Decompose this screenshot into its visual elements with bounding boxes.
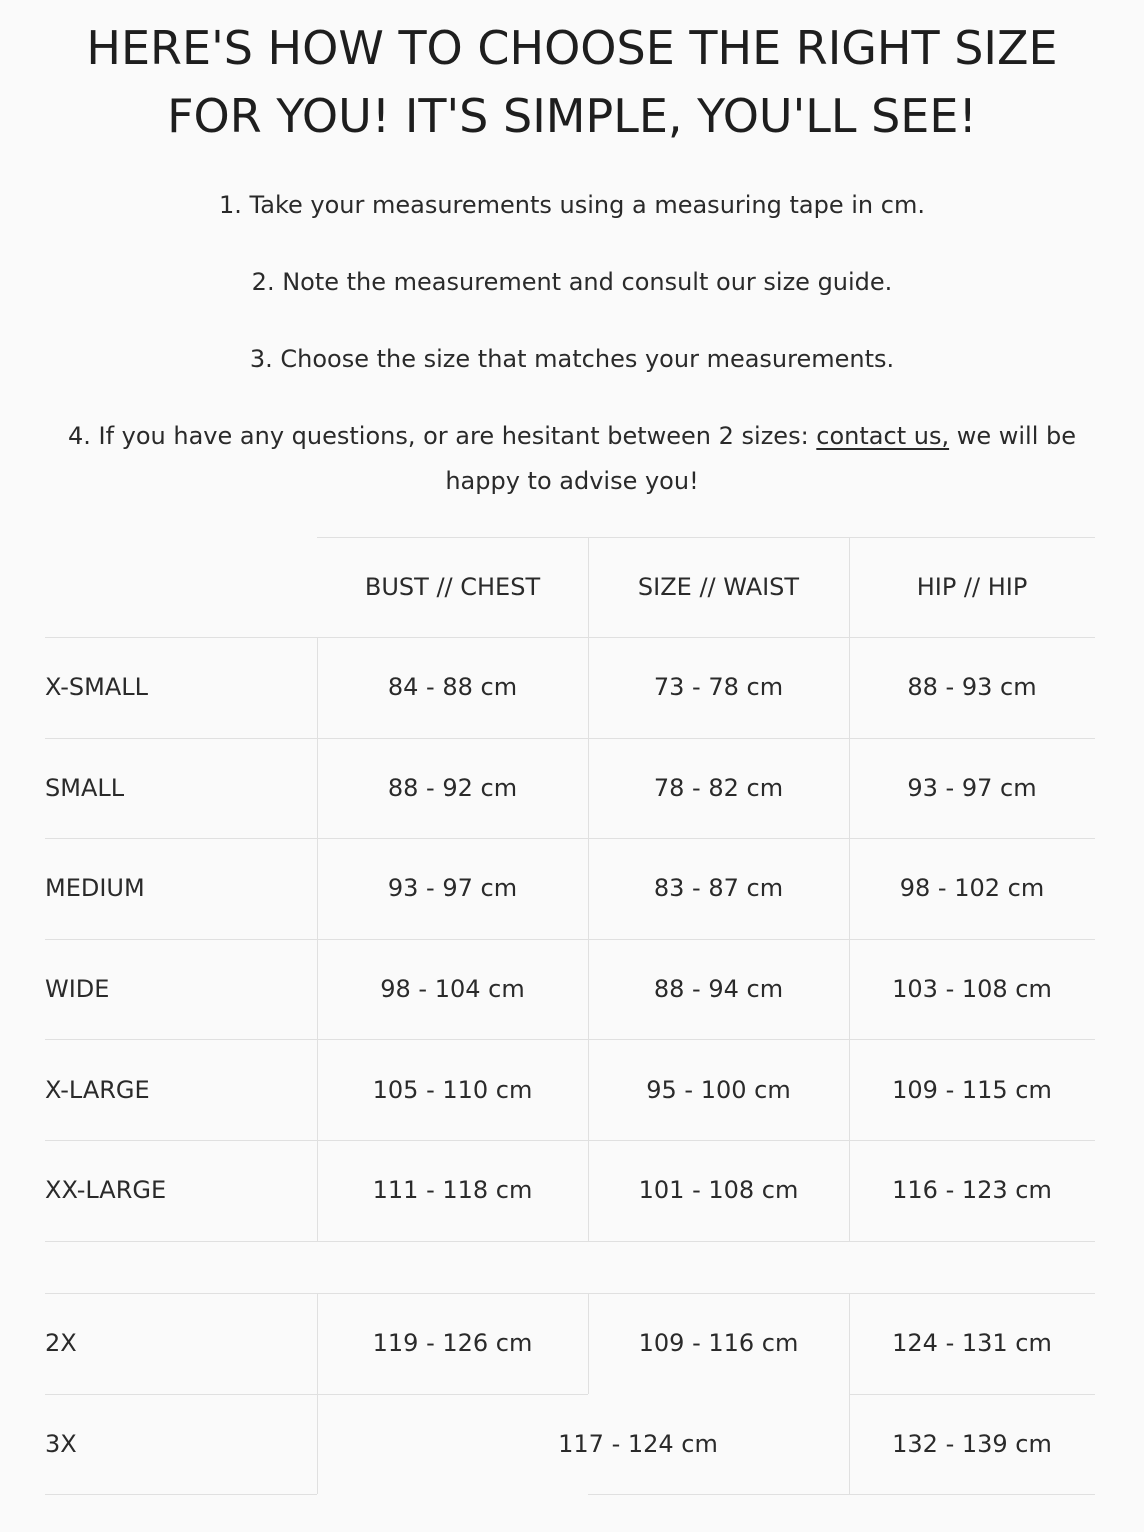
step-4-text-after: we will be happy to advise you! xyxy=(445,422,1077,495)
measurement-cell: 88 - 93 cm xyxy=(907,673,1037,702)
size-label: X-LARGE xyxy=(45,1075,150,1104)
column-divider xyxy=(849,537,850,637)
measurement-cell: 88 - 94 cm xyxy=(653,975,784,1004)
row-divider xyxy=(45,1241,1095,1242)
column-divider xyxy=(849,637,850,1241)
measurement-cell: 109 - 116 cm xyxy=(638,1329,799,1358)
row-divider xyxy=(588,1494,1095,1495)
measurement-cell: 119 - 126 cm xyxy=(372,1329,533,1358)
measurement-cell: 101 - 108 cm xyxy=(638,1176,799,1205)
measurement-cell: 124 - 131 cm xyxy=(892,1329,1052,1358)
column-divider xyxy=(317,637,318,1241)
step-2: 2. Note the measurement and consult our size guide. xyxy=(251,268,893,296)
measurement-cell: 88 - 92 cm xyxy=(387,773,518,802)
measurement-cell: 84 - 88 cm xyxy=(387,673,518,702)
row-divider xyxy=(849,1394,1095,1395)
size-label: SMALL xyxy=(45,773,125,802)
measurement-cell: 111 - 118 cm xyxy=(372,1176,533,1205)
measurement-cell: 117 - 124 cm xyxy=(558,1429,718,1458)
step-1: 1. Take your measurements using a measuring tape in cm. xyxy=(219,191,925,219)
column-divider xyxy=(588,1293,589,1394)
row-divider xyxy=(45,1494,317,1495)
title-line-2: FOR YOU! IT'S SIMPLE, YOU'LL SEE! xyxy=(167,89,977,143)
measurement-cell: 95 - 100 cm xyxy=(646,1075,791,1104)
measurement-cell: 83 - 87 cm xyxy=(653,874,784,903)
column-divider xyxy=(317,1293,318,1494)
size-label: WIDE xyxy=(45,975,110,1004)
contact-us-link[interactable]: contact us, xyxy=(816,422,950,450)
measurement-cell: 73 - 78 cm xyxy=(653,673,784,702)
measurement-cell: 93 - 97 cm xyxy=(907,773,1037,802)
page-title xyxy=(0,14,1144,150)
size-label: XX-LARGE xyxy=(45,1176,167,1205)
measurement-cell: 78 - 82 cm xyxy=(653,773,784,802)
column-divider xyxy=(588,537,589,637)
column-header: SIZE // WAIST xyxy=(637,573,800,601)
column-divider xyxy=(588,637,589,1241)
measurement-cell: 93 - 97 cm xyxy=(387,874,518,903)
measurement-cell: 98 - 104 cm xyxy=(380,975,525,1004)
measurement-cell: 105 - 110 cm xyxy=(372,1075,533,1104)
size-label: 3X xyxy=(45,1429,77,1458)
measurement-cell: 98 - 102 cm xyxy=(899,874,1045,903)
size-label: MEDIUM xyxy=(45,874,145,903)
title-line-1: HERE'S HOW TO CHOOSE THE RIGHT SIZE xyxy=(86,21,1058,75)
measurement-cell: 116 - 123 cm xyxy=(892,1176,1052,1205)
step-3: 3. Choose the size that matches your measurements. xyxy=(249,345,895,373)
step-4 xyxy=(40,414,1104,504)
size-label: X-SMALL xyxy=(45,673,149,702)
column-header: HIP // HIP xyxy=(916,573,1028,601)
column-header: BUST // CHEST xyxy=(364,573,541,601)
size-label: 2X xyxy=(45,1329,77,1358)
column-divider xyxy=(849,1293,850,1494)
measurement-cell: 132 - 139 cm xyxy=(892,1429,1052,1458)
measurement-cell: 109 - 115 cm xyxy=(892,1075,1052,1104)
step-4-text-before: 4. If you have any questions, or are hesitant between 2 sizes: xyxy=(67,422,817,450)
measurement-cell: 103 - 108 cm xyxy=(892,975,1052,1004)
